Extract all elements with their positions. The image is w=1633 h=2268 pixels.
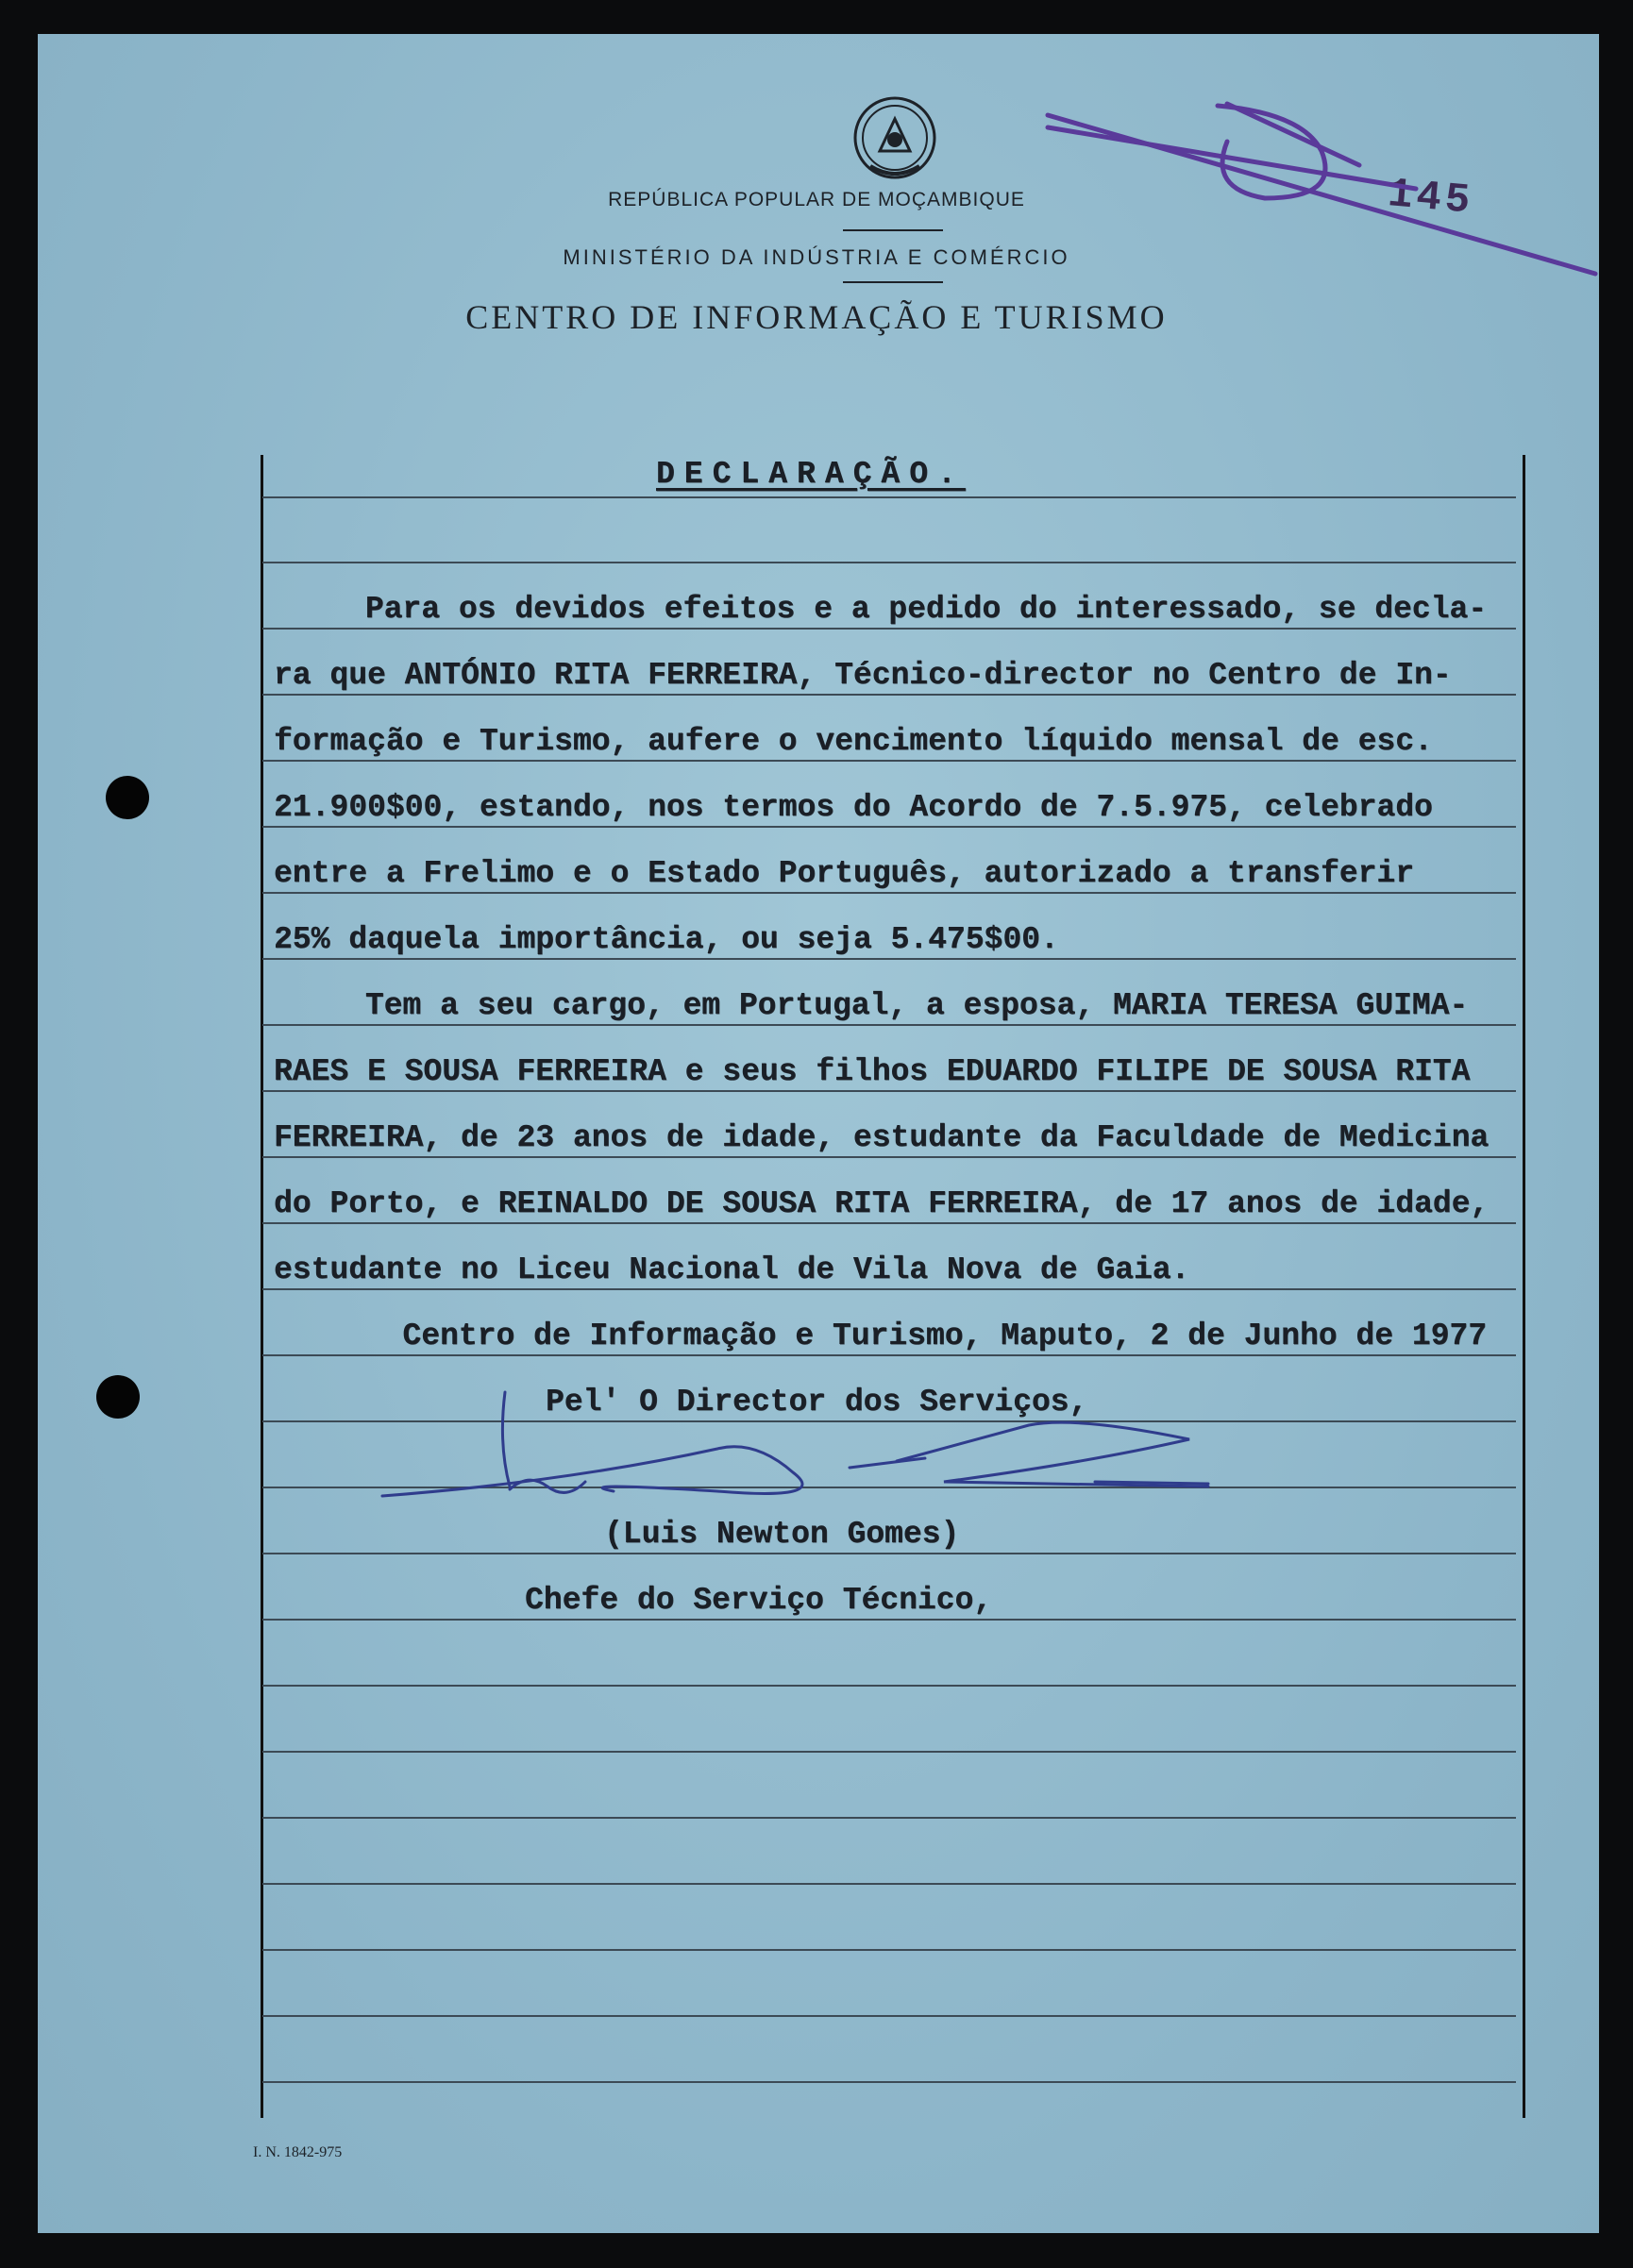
purple-stamp-strokes — [1048, 104, 1595, 274]
document-title: DECLARAÇÃO. — [656, 457, 966, 492]
body-line: estudante no Liceu Nacional de Vila Nova de Gaia. — [274, 1252, 1190, 1287]
body-line: do Porto, e REINALDO DE SOUSA RITA FERREIRA, de 17 anos de idade, — [274, 1186, 1490, 1221]
body-line: RAES E SOUSA FERREIRA e seus filhos EDUARDO FILIPE DE SOUSA RITA — [274, 1054, 1471, 1089]
date-place-line: Centro de Informação e Turismo, Maputo, 2 de Junho de 1977 — [253, 1319, 1488, 1353]
signature — [382, 1392, 1208, 1496]
body-line: Para os devidos efeitos e a pedido do interessado, se decla- — [253, 592, 1488, 627]
signatory-name: (Luis Newton Gomes) — [604, 1517, 960, 1552]
form-reference: I. N. 1842-975 — [253, 2144, 343, 2160]
body-line: 21.900$00, estando, nos termos do Acordo de 7.5.975, celebrado — [274, 790, 1433, 825]
ministry-heading: MINISTÉRIO DA INDÚSTRIA E COMÉRCIO — [563, 245, 1070, 269]
body-line: ra que ANTÓNIO RITA FERREIRA, Técnico-director no Centro de In- — [274, 658, 1452, 693]
signatory-on-behalf: Pel' O Director dos Serviços, — [546, 1385, 1088, 1420]
body-line: entre a Frelimo e o Estado Português, autorizado a transferir — [274, 856, 1414, 891]
body-line: FERREIRA, de 23 anos de idade, estudante da Faculdade de Medicina — [274, 1120, 1490, 1155]
body-line: Tem a seu cargo, em Portugal, a esposa, MARIA TERESA GUIMA- — [253, 988, 1469, 1023]
body-line: 25% daquela importância, ou seja 5.475$00. — [274, 922, 1059, 957]
body-line: formação e Turismo, aufere o vencimento líquido mensal de esc. — [274, 724, 1433, 759]
centre-heading: CENTRO DE INFORMAÇÃO E TURISMO — [465, 298, 1168, 336]
signatory-position: Chefe do Serviço Técnico, — [525, 1583, 993, 1618]
country-heading: REPÚBLICA POPULAR DE MOÇAMBIQUE — [608, 189, 1025, 210]
stamp-number: 145 — [1385, 171, 1476, 226]
